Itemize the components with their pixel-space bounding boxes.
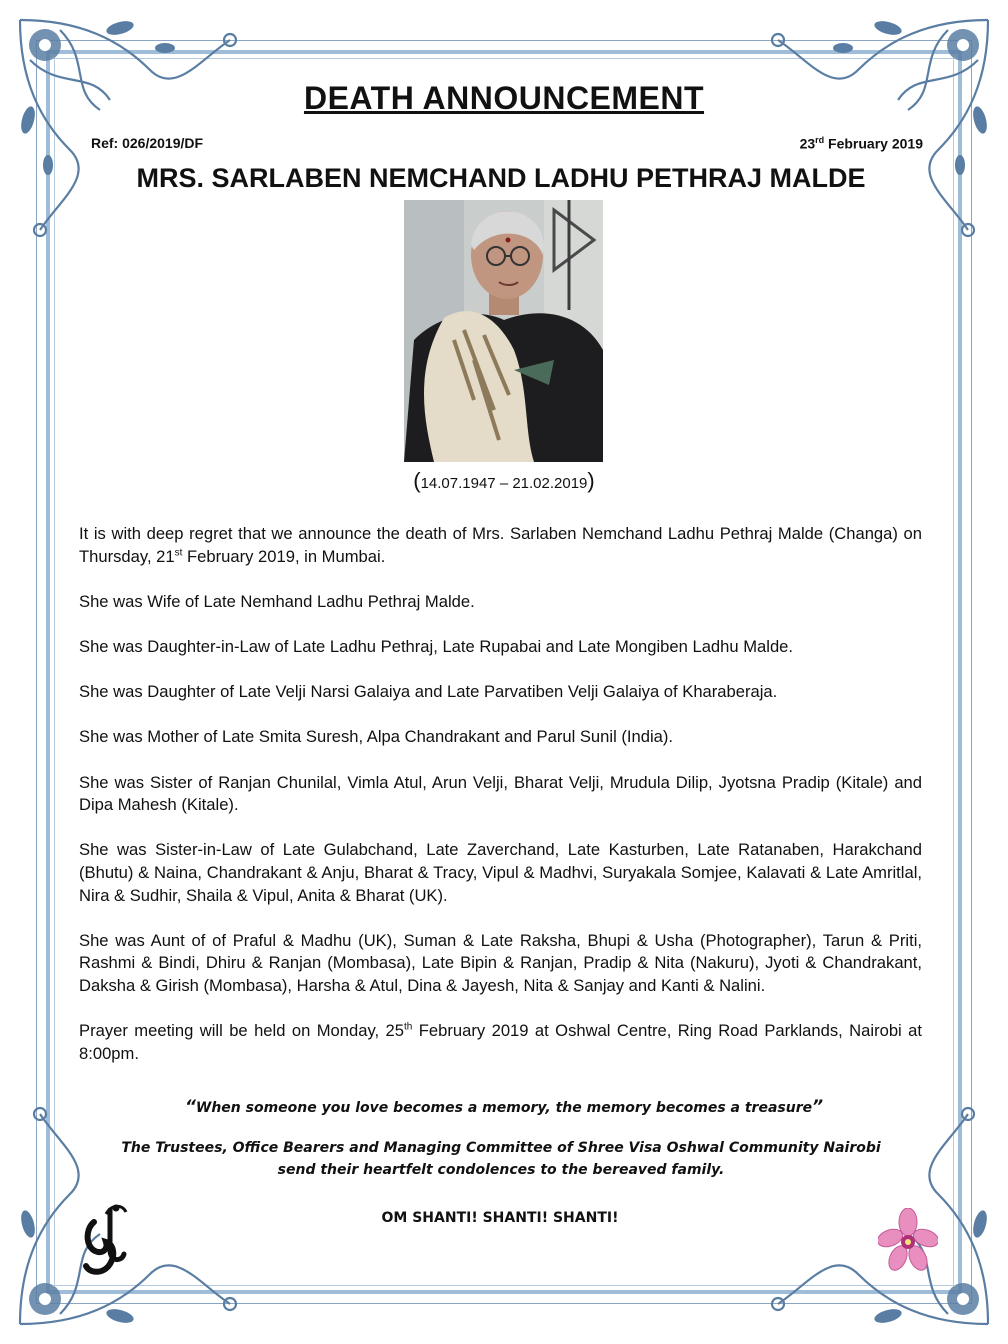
announcement-date: 23rd February 2019 xyxy=(799,135,923,152)
condolence-line: send their heartfelt condolences to the bereaved family. xyxy=(277,1162,725,1178)
jain-om-icon xyxy=(80,1200,130,1280)
portrait-photo xyxy=(404,200,603,462)
paragraph-wife: She was Wife of Late Nemhand Ladhu Pethraj Malde. xyxy=(79,591,475,611)
paragraph-mother: She was Mother of Late Smita Suresh, Alpa Chandrakant and Parul Sunil (India). xyxy=(79,727,674,747)
lifespan-dates: (14.07.1947 – 21.02.2019) xyxy=(413,468,595,493)
announcement-body xyxy=(79,523,922,1065)
floral-corner-icon xyxy=(0,0,250,260)
paragraph-sister-in-law: She was Sister-in-Law of Late Gulabchand, Late Zaverchand, Late Kasturben, Late Ratanaben, Harakchand (Bhutu) & Naina, Chandrakant & Anju, Bharat & Tracy, Vipul & Madhvi, Suryakala Somjee, Kalavati & Late Amritlal, Nira & Sudhir, Shaila & Vipul, Anita & Bharat (UK). xyxy=(79,840,922,905)
paragraph-aunt: She was Aunt of of Praful & Madhu (UK), Suman & Late Raksha, Bhupi & Usha (Photographer), Tarun & Priti, Rashmi & Bindi, Dhiru & Ranjan (Mombasa), Late Bipin & Ranjan, Pradip & Nita (Nakuru), Jyoti & Chandrakant, Daksha & Girish (Mombasa), Harsha & Atul, Dina & Jayesh, Nita & Sanjay and Kanti & Nalini. xyxy=(79,930,922,995)
condolence-line: The Trustees, Office Bearers and Managing Committee of Shree Visa Oshwal Community Nairobi xyxy=(121,1140,881,1156)
deceased-name: MRS. SARLABEN NEMCHAND LADHU PETHRAJ MALDE xyxy=(136,163,866,193)
paragraph-prayer-meeting: Prayer meeting will be held on Monday, 25th February 2019 at Oshwal Centre, Ring Road Parklands, Nairobi at 8:00pm. xyxy=(79,1021,922,1063)
reference-number: Ref: 026/2019/DF xyxy=(91,135,204,151)
closing-prayer: OM SHANTI! SHANTI! SHANTI! xyxy=(381,1210,619,1226)
paragraph-death-notice: It is with deep regret that we announce the death of Mrs. Sarlaben Nemchand Ladhu Pethraj Malde (Changa) on Thursday, 21st February 2019, in Mumbai. xyxy=(79,524,922,566)
paragraph-daughter-in-law: She was Daughter-in-Law of Late Ladhu Pethraj, Late Rupabai and Late Mongiben Ladhu Malde. xyxy=(79,636,794,656)
floral-corner-icon xyxy=(758,0,1008,260)
orchid-flower-icon xyxy=(878,1208,938,1276)
paragraph-daughter: She was Daughter of Late Velji Narsi Galaiya and Late Parvatiben Velji Galaiya of Kharaberaja. xyxy=(79,682,778,702)
paragraph-sister: She was Sister of Ranjan Chunilal, Vimla Atul, Arun Velji, Bharat Velji, Mrudula Dilip, Jyotsna Pradip (Kitale) and Dipa Mahesh (Kitale). xyxy=(79,772,922,815)
condolence-message xyxy=(0,1137,1002,1181)
page-title: DEATH ANNOUNCEMENT xyxy=(303,80,705,116)
memorial-quote: “When someone you love becomes a memory, the memory becomes a treasure” xyxy=(184,1097,824,1117)
